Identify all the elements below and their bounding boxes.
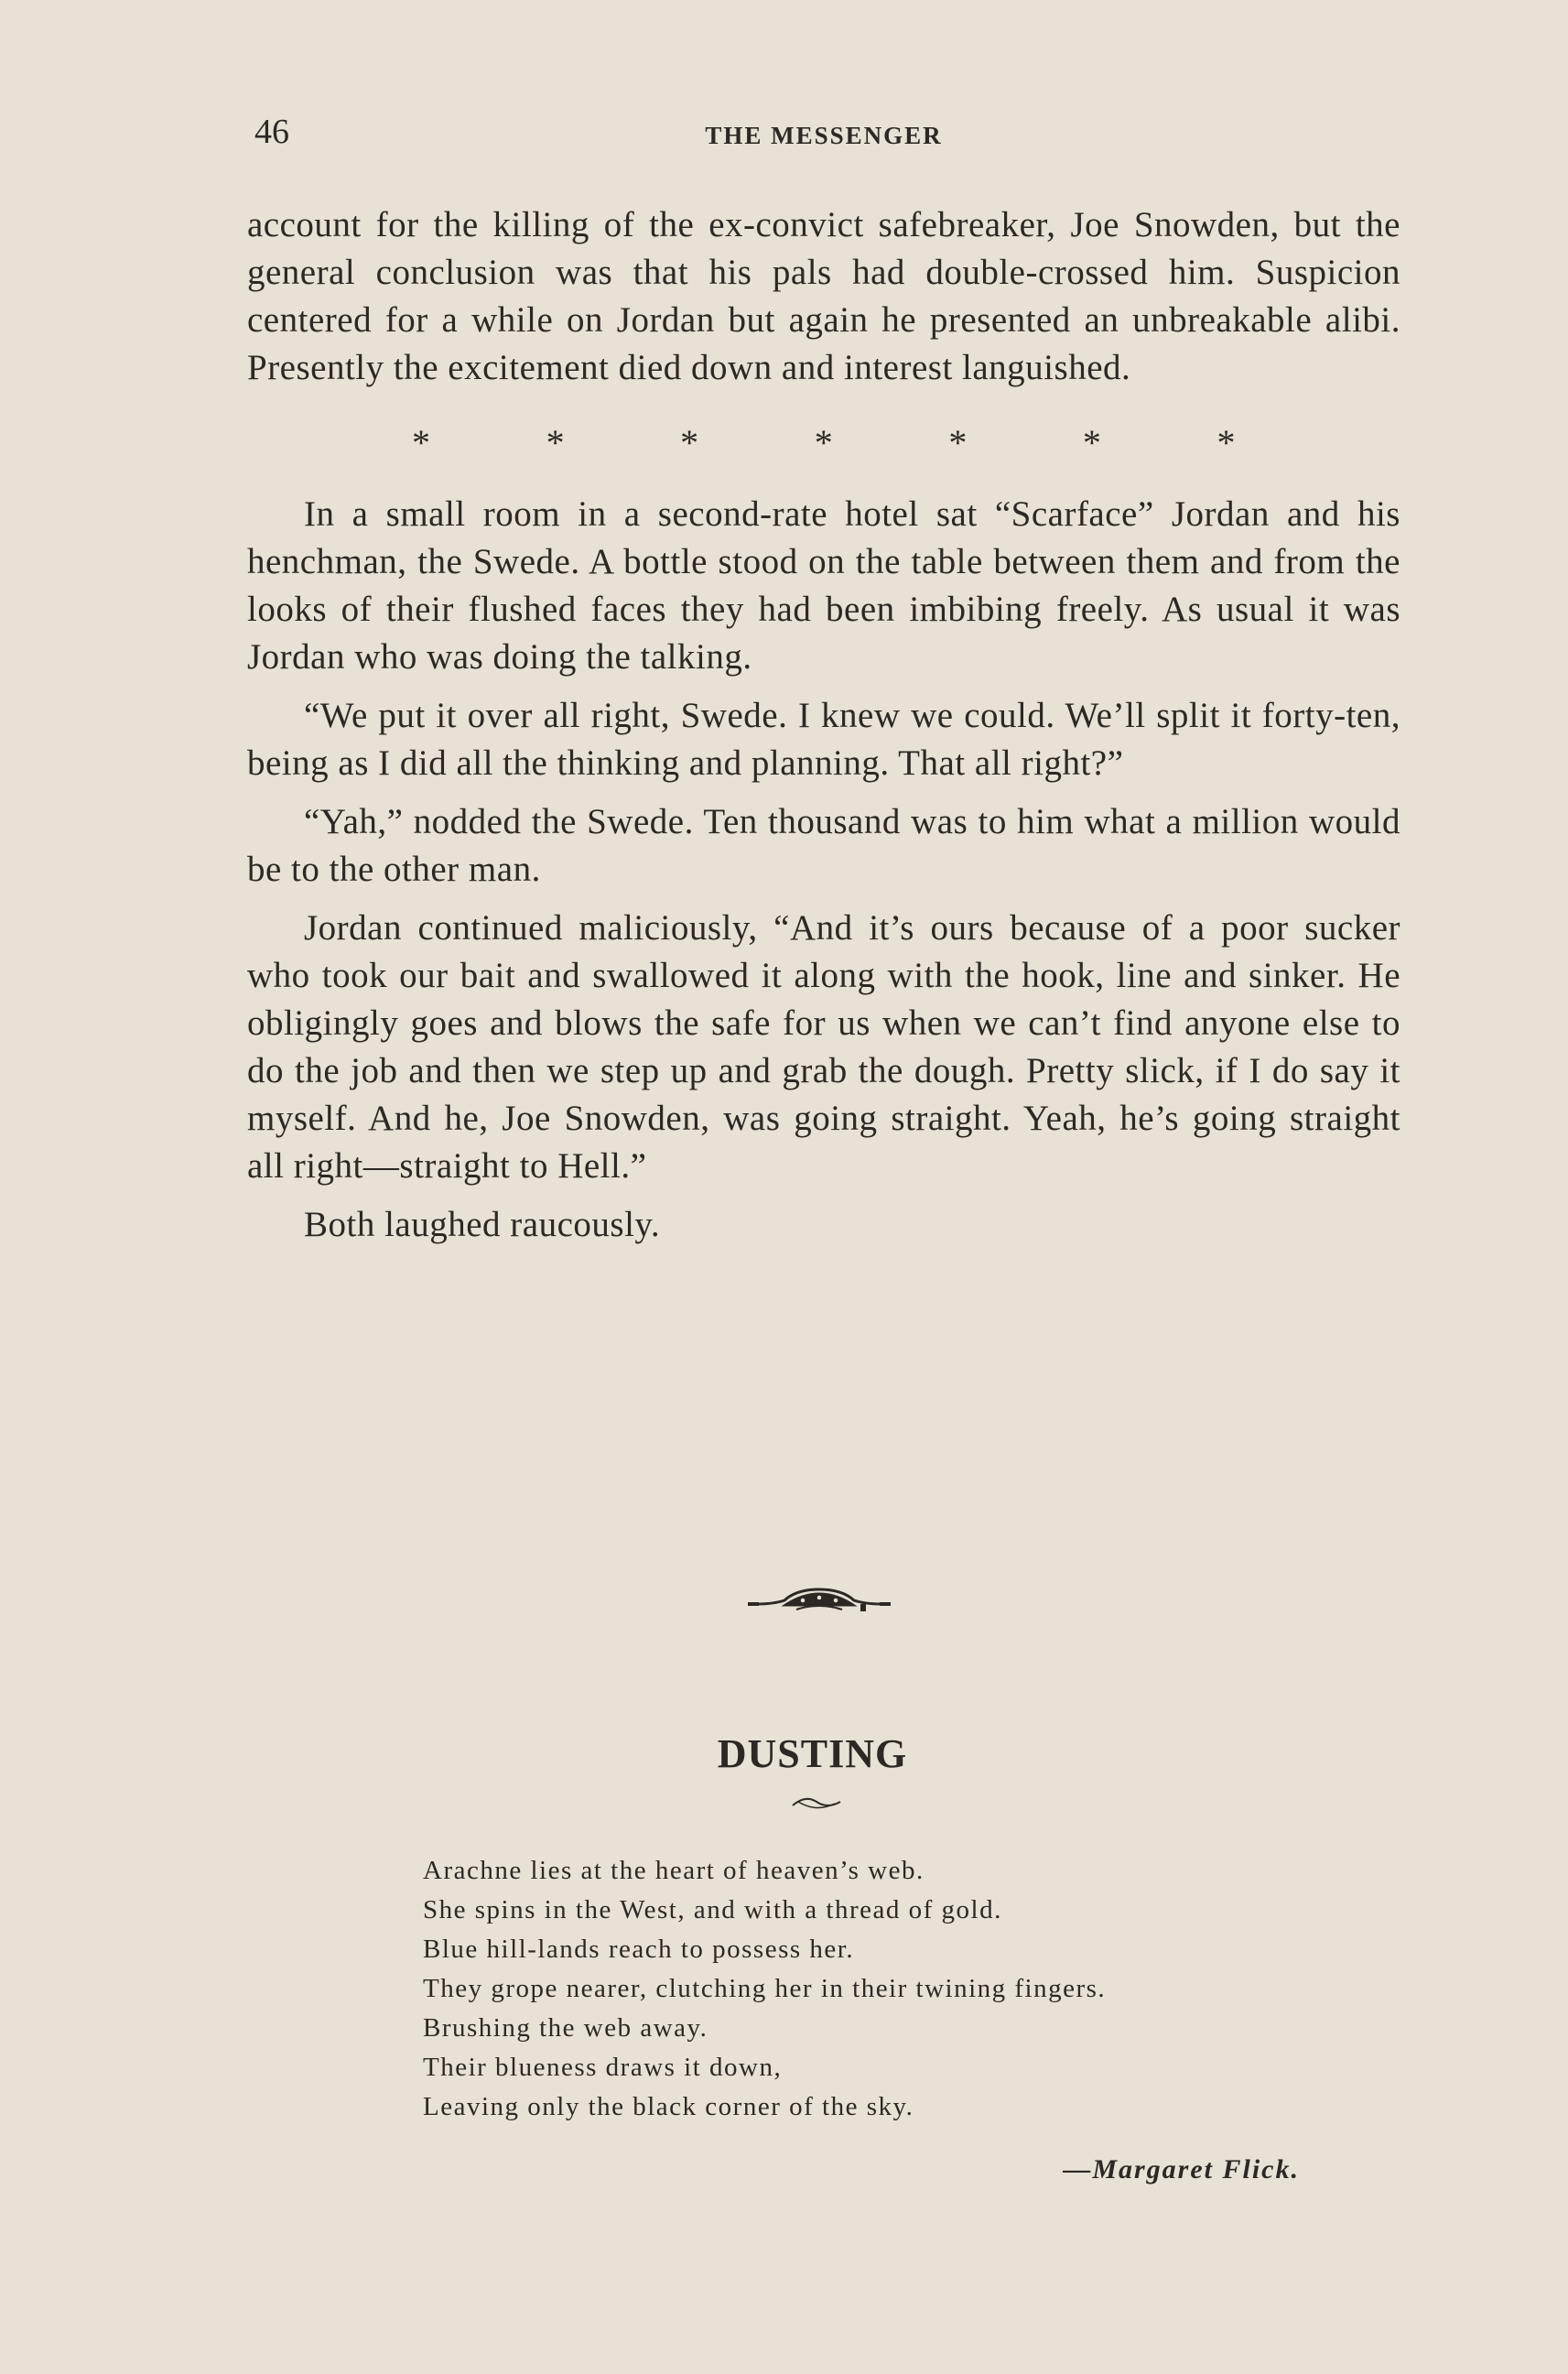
title-swash-icon: [789, 1793, 844, 1815]
asterisk: *: [948, 422, 968, 463]
story-paragraph: Both laughed raucously.: [304, 1205, 661, 1244]
asterisk: *: [814, 422, 834, 463]
poem-line: Leaving only the black corner of the sky.: [423, 2092, 914, 2121]
poem-line: They grope nearer, clutching her in their twining fingers.: [423, 1974, 1107, 2003]
page-number: 46: [254, 113, 289, 151]
story-text: [247, 201, 1400, 1260]
poem-line: Their blueness draws it down,: [423, 2053, 783, 2082]
poem-attribution: —Margaret Flick.: [1063, 2154, 1300, 2184]
asterisk: *: [1217, 422, 1236, 463]
poem-body: [423, 1851, 1106, 2127]
asterisk: *: [546, 422, 566, 463]
poem-line: Arachne lies at the heart of heaven’s web.: [423, 1856, 925, 1885]
story-paragraph: In a small room in a second-rate hotel sat “Scarface” Jordan and his henchman, the Swede. A bottle stood on the table between them and from the looks of their flushed faces they had been imbibing freely. As usual it was Jordan who was doing the talking.: [247, 494, 1400, 677]
poem-title: DUSTING: [717, 1731, 908, 1776]
asterisk: *: [1082, 422, 1102, 463]
story-paragraph: Jordan continued maliciously, “And it’s ours because of a poor sucker who took our bait and swallowed it along with the hook, line and sinker. He obligingly goes and blows the safe for us when we can’t find anyone else to do the job and then we step up and grab the dough. Pretty slick, if I do say it myself. And he, Joe Snowden, was going straight. Yeah, he’s going straight all right—straight to Hell.”: [247, 908, 1400, 1186]
story-paragraph: account for the killing of the ex-convict safebreaker, Joe Snowden, but the general conclusion was that his pals had double-crossed him. Suspicion centered for a while on Jordan but again he presented an unbreakable alibi. Presently the excitement died down and interest languished.: [247, 205, 1400, 387]
section-break: [412, 419, 1236, 467]
poem-line: Blue hill-lands reach to possess her.: [423, 1935, 855, 1964]
running-head: THE MESSENGER: [705, 122, 943, 149]
asterisk: *: [680, 422, 699, 463]
story-paragraph: “We put it over all right, Swede. I knew we could. We’ll split it forty-ten, being as I did all the thinking and planning. That all right?”: [247, 696, 1400, 783]
printer-ornament-icon: [746, 1582, 892, 1619]
asterisk: *: [412, 422, 431, 463]
story-paragraph: “Yah,” nodded the Swede. Ten thousand was to him what a million would be to the other man.: [247, 802, 1400, 889]
poem-line: Brushing the web away.: [423, 2013, 708, 2043]
poem-line: She spins in the West, and with a thread of gold.: [423, 1895, 1002, 1924]
